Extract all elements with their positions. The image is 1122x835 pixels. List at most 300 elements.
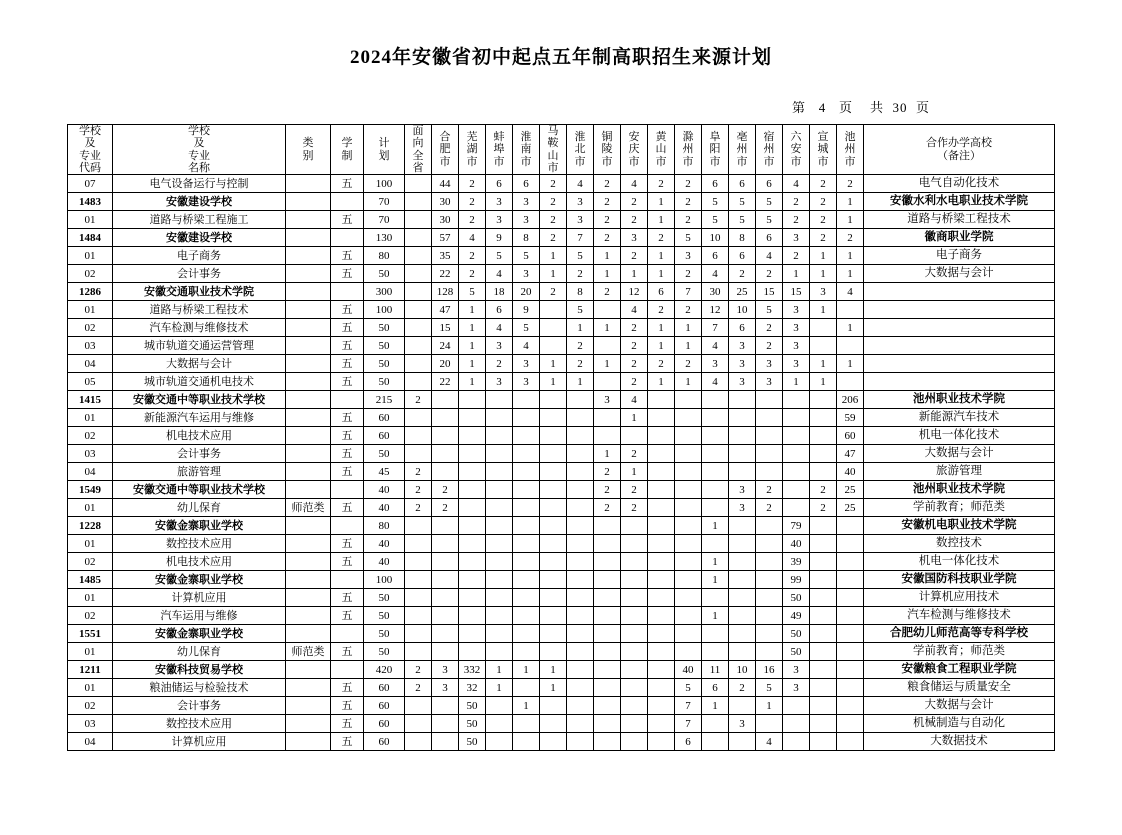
cell-city-4: 1	[540, 373, 567, 391]
cell-city-1: 2	[459, 175, 486, 193]
cell-coop: 安徽国防科技职业学院	[864, 571, 1055, 589]
table-row	[68, 481, 1055, 499]
cell-city-0	[432, 535, 459, 553]
cell-city-14	[810, 607, 837, 625]
cell-city-11	[729, 643, 756, 661]
cell-city-2	[486, 535, 513, 553]
cell-city-13: 79	[783, 517, 810, 535]
cell-city-4: 2	[540, 283, 567, 301]
cell-length: 五	[331, 607, 364, 625]
cell-city-11	[729, 391, 756, 409]
cell-length: 五	[331, 301, 364, 319]
cell-city-2	[486, 409, 513, 427]
total-label: 共	[869, 100, 884, 115]
cell-city-15: 2	[837, 229, 864, 247]
cell-type: 师范类	[286, 643, 331, 661]
cell-city-6: 1	[594, 355, 621, 373]
cell-city-10	[702, 733, 729, 751]
cell-city-7	[621, 679, 648, 697]
cell-province	[405, 697, 432, 715]
cell-name: 会计事务	[113, 445, 286, 463]
cell-city-11: 5	[729, 193, 756, 211]
table-row	[68, 643, 1055, 661]
cell-city-12: 15	[756, 283, 783, 301]
cell-city-14: 3	[810, 283, 837, 301]
cell-city-13: 2	[783, 247, 810, 265]
cell-length: 五	[331, 337, 364, 355]
cell-coop: 汽车检测与维修技术	[864, 607, 1055, 625]
page-number: 4	[818, 100, 827, 115]
cell-city-7: 1	[621, 463, 648, 481]
cell-city-6: 1	[594, 319, 621, 337]
cell-city-4	[540, 301, 567, 319]
cell-city-2	[486, 481, 513, 499]
cell-type	[286, 427, 331, 445]
cell-city-7: 2	[621, 355, 648, 373]
cell-city-0: 22	[432, 373, 459, 391]
cell-city-1: 50	[459, 715, 486, 733]
cell-city-11	[729, 409, 756, 427]
cell-city-1	[459, 625, 486, 643]
cell-coop: 大数据与会计	[864, 265, 1055, 283]
cell-city-1: 50	[459, 697, 486, 715]
table-row	[68, 247, 1055, 265]
table-row	[68, 517, 1055, 535]
cell-name: 城市轨道交通机电技术	[113, 373, 286, 391]
cell-city-15: 60	[837, 427, 864, 445]
cell-city-8	[648, 625, 675, 643]
cell-city-5: 5	[567, 301, 594, 319]
cell-city-8	[648, 517, 675, 535]
header-city-2: 蚌 埠 市	[486, 125, 513, 175]
cell-city-0	[432, 697, 459, 715]
cell-length: 五	[331, 319, 364, 337]
cell-plan: 130	[364, 229, 405, 247]
cell-city-5	[567, 679, 594, 697]
cell-code: 02	[68, 553, 113, 571]
cell-city-15	[837, 337, 864, 355]
cell-city-0: 57	[432, 229, 459, 247]
cell-province	[405, 373, 432, 391]
cell-city-10: 6	[702, 247, 729, 265]
cell-length: 五	[331, 427, 364, 445]
cell-city-6: 2	[594, 499, 621, 517]
cell-city-15	[837, 715, 864, 733]
cell-name: 安徽交通中等职业技术学校	[113, 481, 286, 499]
cell-city-1	[459, 607, 486, 625]
cell-city-7: 4	[621, 301, 648, 319]
cell-city-8	[648, 463, 675, 481]
total-pages: 30	[892, 100, 908, 115]
cell-city-12	[756, 589, 783, 607]
cell-city-4	[540, 517, 567, 535]
cell-city-1	[459, 427, 486, 445]
cell-city-8: 1	[648, 247, 675, 265]
cell-type	[286, 409, 331, 427]
cell-city-12	[756, 553, 783, 571]
cell-coop: 道路与桥梁工程技术	[864, 211, 1055, 229]
cell-city-10: 3	[702, 355, 729, 373]
header-city-10: 阜 阳 市	[702, 125, 729, 175]
cell-city-4	[540, 409, 567, 427]
cell-province	[405, 535, 432, 553]
cell-city-3	[513, 517, 540, 535]
cell-city-2	[486, 607, 513, 625]
cell-city-2: 6	[486, 301, 513, 319]
cell-city-15	[837, 373, 864, 391]
cell-city-7	[621, 643, 648, 661]
cell-province: 2	[405, 481, 432, 499]
cell-name: 幼儿保育	[113, 643, 286, 661]
cell-city-2	[486, 427, 513, 445]
cell-province	[405, 553, 432, 571]
cell-city-6	[594, 643, 621, 661]
cell-city-6	[594, 679, 621, 697]
cell-city-8: 1	[648, 373, 675, 391]
cell-city-15: 1	[837, 247, 864, 265]
header-city-15: 池 州 市	[837, 125, 864, 175]
cell-city-11	[729, 445, 756, 463]
cell-city-2	[486, 643, 513, 661]
cell-code: 05	[68, 373, 113, 391]
cell-city-12: 6	[756, 175, 783, 193]
cell-city-8	[648, 409, 675, 427]
cell-city-10	[702, 589, 729, 607]
cell-city-7: 2	[621, 445, 648, 463]
cell-city-9	[675, 535, 702, 553]
cell-code: 04	[68, 463, 113, 481]
cell-length	[331, 391, 364, 409]
cell-city-9: 5	[675, 679, 702, 697]
cell-city-6: 2	[594, 211, 621, 229]
cell-city-7: 4	[621, 391, 648, 409]
cell-plan: 40	[364, 481, 405, 499]
cell-city-6: 2	[594, 229, 621, 247]
cell-city-10: 1	[702, 697, 729, 715]
cell-city-11: 2	[729, 265, 756, 283]
cell-city-13: 3	[783, 661, 810, 679]
cell-city-2: 5	[486, 247, 513, 265]
cell-city-4	[540, 733, 567, 751]
cell-plan: 215	[364, 391, 405, 409]
cell-city-7: 1	[621, 409, 648, 427]
table-row	[68, 679, 1055, 697]
cell-city-8: 1	[648, 211, 675, 229]
cell-city-4	[540, 427, 567, 445]
cell-city-7	[621, 733, 648, 751]
cell-name: 会计事务	[113, 697, 286, 715]
cell-city-3	[513, 607, 540, 625]
cell-city-14	[810, 625, 837, 643]
cell-city-5: 5	[567, 247, 594, 265]
page-label-prefix: 第	[791, 100, 806, 115]
cell-city-1: 1	[459, 337, 486, 355]
cell-name: 汽车运用与维修	[113, 607, 286, 625]
cell-city-1: 5	[459, 283, 486, 301]
header-city-3: 淮 南 市	[513, 125, 540, 175]
cell-type	[286, 193, 331, 211]
cell-city-9	[675, 589, 702, 607]
cell-city-9: 6	[675, 733, 702, 751]
cell-city-4	[540, 445, 567, 463]
cell-coop: 池州职业技术学院	[864, 481, 1055, 499]
cell-city-2	[486, 445, 513, 463]
cell-city-10	[702, 535, 729, 553]
cell-city-13	[783, 499, 810, 517]
cell-city-9: 2	[675, 193, 702, 211]
header-type: 类 别	[286, 125, 331, 175]
cell-code: 01	[68, 679, 113, 697]
cell-city-11: 5	[729, 211, 756, 229]
cell-city-10: 1	[702, 517, 729, 535]
cell-city-4	[540, 553, 567, 571]
cell-city-2: 3	[486, 337, 513, 355]
cell-coop: 大数据与会计	[864, 445, 1055, 463]
cell-city-11: 10	[729, 661, 756, 679]
cell-length	[331, 661, 364, 679]
cell-name: 粮油储运与检验技术	[113, 679, 286, 697]
cell-city-4	[540, 625, 567, 643]
header-coop: 合作办学高校 （备注）	[864, 125, 1055, 175]
cell-plan: 70	[364, 193, 405, 211]
cell-code: 1415	[68, 391, 113, 409]
cell-city-6	[594, 535, 621, 553]
cell-city-0	[432, 463, 459, 481]
header-city-12: 宿 州 市	[756, 125, 783, 175]
cell-city-7	[621, 535, 648, 553]
cell-city-11: 3	[729, 373, 756, 391]
table-row	[68, 715, 1055, 733]
cell-name: 汽车检测与维修技术	[113, 319, 286, 337]
cell-type	[286, 733, 331, 751]
cell-type	[286, 661, 331, 679]
table-row	[68, 427, 1055, 445]
cell-city-5	[567, 661, 594, 679]
cell-city-12: 2	[756, 319, 783, 337]
cell-code: 01	[68, 643, 113, 661]
cell-city-13: 50	[783, 625, 810, 643]
table-row	[68, 661, 1055, 679]
cell-city-14: 2	[810, 481, 837, 499]
cell-coop: 新能源汽车技术	[864, 409, 1055, 427]
cell-city-7	[621, 625, 648, 643]
cell-city-4	[540, 463, 567, 481]
cell-city-6	[594, 373, 621, 391]
cell-city-3: 3	[513, 193, 540, 211]
cell-code: 01	[68, 535, 113, 553]
cell-city-0: 3	[432, 679, 459, 697]
cell-city-13	[783, 481, 810, 499]
cell-province	[405, 733, 432, 751]
cell-type	[286, 265, 331, 283]
table-row	[68, 409, 1055, 427]
cell-city-14	[810, 535, 837, 553]
cell-city-13	[783, 697, 810, 715]
cell-city-11: 3	[729, 481, 756, 499]
cell-city-3	[513, 625, 540, 643]
cell-city-11: 10	[729, 301, 756, 319]
cell-city-0	[432, 445, 459, 463]
cell-city-15	[837, 697, 864, 715]
cell-name: 安徽建设学校	[113, 229, 286, 247]
header-province: 面 向 全 省	[405, 125, 432, 175]
cell-city-4	[540, 607, 567, 625]
cell-code: 04	[68, 733, 113, 751]
cell-city-2	[486, 517, 513, 535]
cell-city-2: 3	[486, 193, 513, 211]
cell-city-4	[540, 715, 567, 733]
cell-city-12	[756, 625, 783, 643]
cell-city-2	[486, 589, 513, 607]
cell-city-14	[810, 679, 837, 697]
cell-city-9	[675, 445, 702, 463]
cell-city-12	[756, 607, 783, 625]
cell-city-2	[486, 733, 513, 751]
cell-city-2: 4	[486, 319, 513, 337]
table-row	[68, 625, 1055, 643]
cell-city-14	[810, 517, 837, 535]
cell-city-0: 2	[432, 499, 459, 517]
cell-city-2: 18	[486, 283, 513, 301]
cell-city-7	[621, 607, 648, 625]
cell-city-2: 4	[486, 265, 513, 283]
cell-coop: 旅游管理	[864, 463, 1055, 481]
cell-coop: 池州职业技术学院	[864, 391, 1055, 409]
cell-coop: 计算机应用技术	[864, 589, 1055, 607]
cell-city-10: 7	[702, 319, 729, 337]
cell-city-11: 3	[729, 715, 756, 733]
cell-city-13	[783, 409, 810, 427]
cell-city-8: 2	[648, 229, 675, 247]
cell-type	[286, 283, 331, 301]
header-city-14: 宣 城 市	[810, 125, 837, 175]
cell-coop: 机电一体化技术	[864, 427, 1055, 445]
cell-length	[331, 571, 364, 589]
cell-type	[286, 589, 331, 607]
cell-city-1	[459, 499, 486, 517]
cell-type: 师范类	[286, 499, 331, 517]
cell-city-9: 1	[675, 373, 702, 391]
cell-length: 五	[331, 373, 364, 391]
cell-code: 02	[68, 697, 113, 715]
cell-city-11	[729, 571, 756, 589]
cell-city-10: 1	[702, 607, 729, 625]
cell-city-3: 4	[513, 337, 540, 355]
cell-coop	[864, 319, 1055, 337]
cell-city-10	[702, 409, 729, 427]
cell-city-4: 2	[540, 211, 567, 229]
page-label-mid: 页	[838, 100, 853, 115]
cell-city-2: 2	[486, 355, 513, 373]
cell-city-12: 16	[756, 661, 783, 679]
cell-plan: 50	[364, 607, 405, 625]
cell-province	[405, 715, 432, 733]
header-row	[68, 125, 1055, 175]
table-row	[68, 391, 1055, 409]
cell-city-6: 2	[594, 463, 621, 481]
cell-code: 1228	[68, 517, 113, 535]
cell-city-0	[432, 625, 459, 643]
cell-city-0	[432, 553, 459, 571]
cell-city-12: 4	[756, 247, 783, 265]
cell-city-8: 2	[648, 301, 675, 319]
cell-city-0: 30	[432, 193, 459, 211]
cell-type	[286, 373, 331, 391]
cell-name: 数控技术应用	[113, 535, 286, 553]
cell-plan: 50	[364, 265, 405, 283]
cell-city-5	[567, 445, 594, 463]
cell-city-7: 2	[621, 193, 648, 211]
cell-type	[286, 481, 331, 499]
cell-city-9: 2	[675, 211, 702, 229]
cell-province	[405, 607, 432, 625]
cell-city-3	[513, 535, 540, 553]
cell-coop: 安徽粮食工程职业学院	[864, 661, 1055, 679]
cell-city-3	[513, 481, 540, 499]
cell-name: 机电技术应用	[113, 553, 286, 571]
cell-city-7: 2	[621, 373, 648, 391]
cell-city-15	[837, 625, 864, 643]
cell-coop: 徽商职业学院	[864, 229, 1055, 247]
header-code: 学校 及 专业 代码	[68, 125, 113, 175]
cell-city-1	[459, 643, 486, 661]
cell-city-11: 3	[729, 337, 756, 355]
cell-plan: 50	[364, 589, 405, 607]
cell-city-10	[702, 625, 729, 643]
cell-length: 五	[331, 535, 364, 553]
cell-city-8	[648, 445, 675, 463]
cell-city-6	[594, 589, 621, 607]
cell-city-12: 5	[756, 193, 783, 211]
cell-city-12: 2	[756, 499, 783, 517]
document-page	[0, 42, 1122, 835]
cell-city-6	[594, 661, 621, 679]
table-row	[68, 355, 1055, 373]
cell-city-12	[756, 391, 783, 409]
cell-city-12: 3	[756, 355, 783, 373]
cell-city-3: 3	[513, 373, 540, 391]
cell-city-6	[594, 301, 621, 319]
cell-city-6	[594, 337, 621, 355]
table-row	[68, 733, 1055, 751]
cell-name: 计算机应用	[113, 589, 286, 607]
cell-city-13	[783, 391, 810, 409]
cell-plan: 40	[364, 553, 405, 571]
table-row	[68, 553, 1055, 571]
cell-city-15	[837, 679, 864, 697]
cell-city-8	[648, 535, 675, 553]
cell-plan: 70	[364, 211, 405, 229]
cell-province	[405, 193, 432, 211]
cell-city-14: 1	[810, 247, 837, 265]
cell-city-10: 5	[702, 211, 729, 229]
cell-plan: 50	[364, 625, 405, 643]
cell-city-5: 2	[567, 265, 594, 283]
cell-city-3	[513, 715, 540, 733]
cell-city-12	[756, 643, 783, 661]
cell-city-6: 3	[594, 391, 621, 409]
cell-city-11	[729, 427, 756, 445]
cell-city-4: 1	[540, 679, 567, 697]
cell-name: 道路与桥梁工程技术	[113, 301, 286, 319]
cell-city-10: 4	[702, 265, 729, 283]
cell-city-4	[540, 481, 567, 499]
cell-city-11: 6	[729, 175, 756, 193]
cell-length	[331, 283, 364, 301]
cell-type	[286, 211, 331, 229]
cell-city-0: 3	[432, 661, 459, 679]
cell-city-5: 3	[567, 193, 594, 211]
